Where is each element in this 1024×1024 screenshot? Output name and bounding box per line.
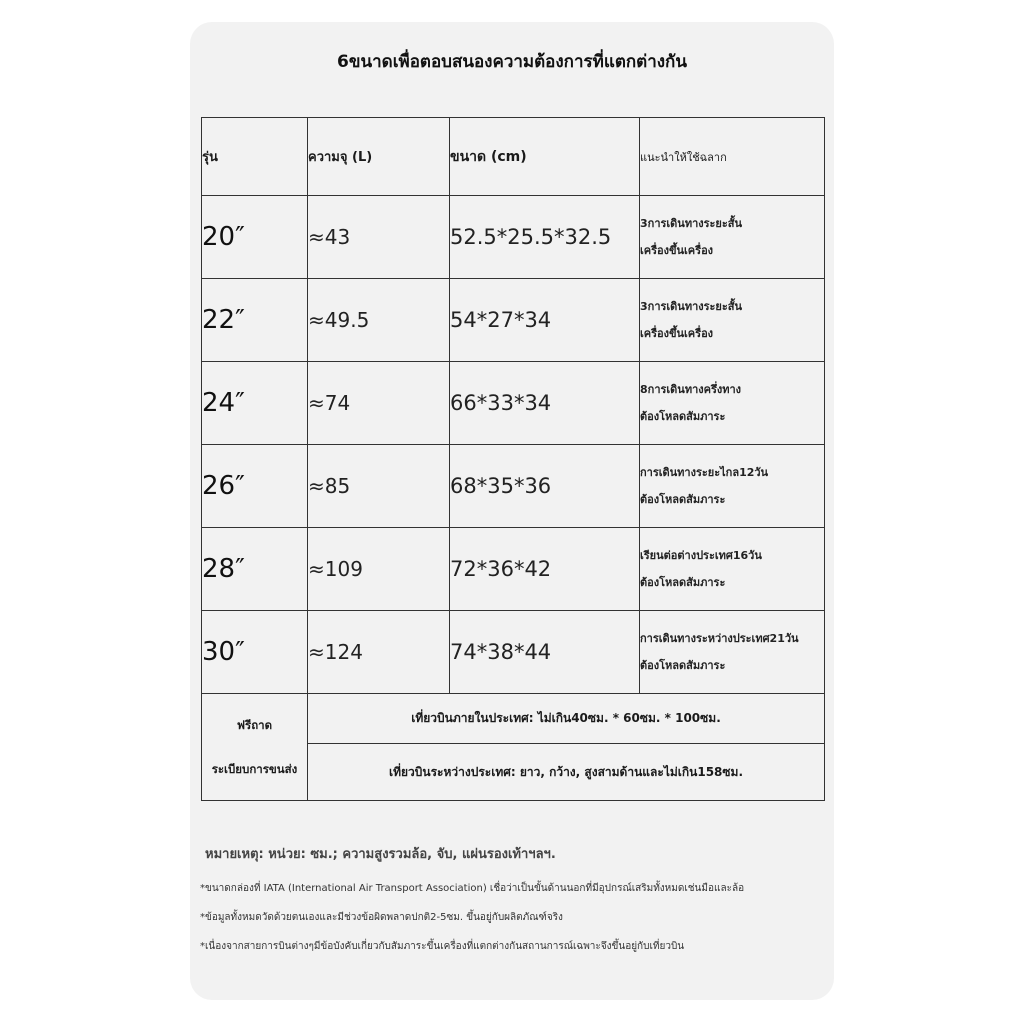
usage-line-1: การเดินทางระยะไกล12วัน [640,466,769,479]
model-cell: 20″ [202,196,308,279]
header-model: รุ่น [202,118,308,196]
domestic-flight-rule: เที่ยวบินภายในประเทศ: ไม่เกิน40ซม. * 60ซม. * 100ซม. [308,694,825,744]
regulation-label-cell [202,694,308,801]
model-cell: 26″ [202,445,308,528]
international-flight-rule: เที่ยวบินระหว่างประเทศ: ยาว, กว้าง, สูงสามด้านและไม่เกิน158ซม. [308,744,825,801]
header-size: ขนาด (cm) [450,118,640,196]
usage-line-2: ต้องโหลดสัมภาระ [640,576,726,589]
model-cell: 30″ [202,611,308,694]
remark-note: *เนื่องจากสายการบินต่างๆมีข้อบังคับเกี่ยวกับสัมภาระขึ้นเครื่องที่แตกต่างกันสถานการณ์เฉพาะจึงขึ้นอยู่กับเที่ยวบิน [200,941,685,952]
size-cell: 68*35*36 [450,445,640,528]
usage-cell [640,279,825,362]
table-row [202,196,825,279]
model-cell: 24″ [202,362,308,445]
model-cell: 22″ [202,279,308,362]
header-usage: แนะนำให้ใช้ฉลาก [640,118,825,196]
capacity-cell: ≈85 [308,445,450,528]
usage-line-1: เรียนต่อต่างประเทศ16วัน [640,549,762,562]
size-cell: 72*36*42 [450,528,640,611]
table-row [202,445,825,528]
table-row [202,528,825,611]
table-row [202,611,825,694]
table-header-row [202,118,825,196]
capacity-cell: ≈124 [308,611,450,694]
size-cell: 74*38*44 [450,611,640,694]
table-row [202,279,825,362]
remark-note: *ข้อมูลทั้งหมดวัดด้วยตนเองและมีช่วงข้อผิดพลาดปกติ2-5ซม. ขึ้นอยู่กับผลิตภัณฑ์จริง [200,912,563,923]
size-table [201,117,825,801]
usage-line-2: ต้องโหลดสัมภาระ [640,493,726,506]
shipping-rules-label: ระเบียบการขนส่ง [211,762,298,776]
size-cell: 66*33*34 [450,362,640,445]
usage-line-1: การเดินทางระหว่างประเทศ21วัน [640,632,799,645]
capacity-cell: ≈43 [308,196,450,279]
size-cell: 54*27*34 [450,279,640,362]
size-cell: 52.5*25.5*32.5 [450,196,640,279]
remark-note: *ขนาดกล่องที่ IATA (International Air Transport Association) เชื่อว่าเป็นขั้นด้านนอกที่มีอุปกรณ์เสริมทั้งหมดเช่นมือและล้อ [200,883,745,894]
regulation-row-domestic [202,694,825,744]
usage-cell [640,196,825,279]
capacity-cell: ≈49.5 [308,279,450,362]
usage-cell [640,362,825,445]
usage-line-1: 3การเดินทางระยะสั้น [640,217,743,230]
page-title: 6ขนาดเพื่อตอบสนองความต้องการที่แตกต่างกัน [337,52,687,72]
capacity-cell: ≈74 [308,362,450,445]
header-capacity: ความจุ (L) [308,118,450,196]
usage-cell [640,611,825,694]
usage-line-2: ต้องโหลดสัมภาระ [640,410,726,423]
usage-line-1: 8การเดินทางครึ่งทาง [640,383,742,396]
free-tray-label: ฟรีถาด [236,718,273,732]
capacity-cell: ≈109 [308,528,450,611]
usage-line-2: เครื่องขึ้นเครื่อง [640,327,714,340]
usage-cell [640,445,825,528]
model-cell: 28″ [202,528,308,611]
usage-line-2: ต้องโหลดสัมภาระ [640,659,726,672]
usage-line-1: 3การเดินทางระยะสั้น [640,300,743,313]
remark-main: หมายเหตุ: หน่วย: ซม.; ความสูงรวมล้อ, จับ, แผ่นรองเท้าฯลฯ. [205,847,556,862]
table-row [202,362,825,445]
usage-line-2: เครื่องขึ้นเครื่อง [640,244,714,257]
usage-cell [640,528,825,611]
